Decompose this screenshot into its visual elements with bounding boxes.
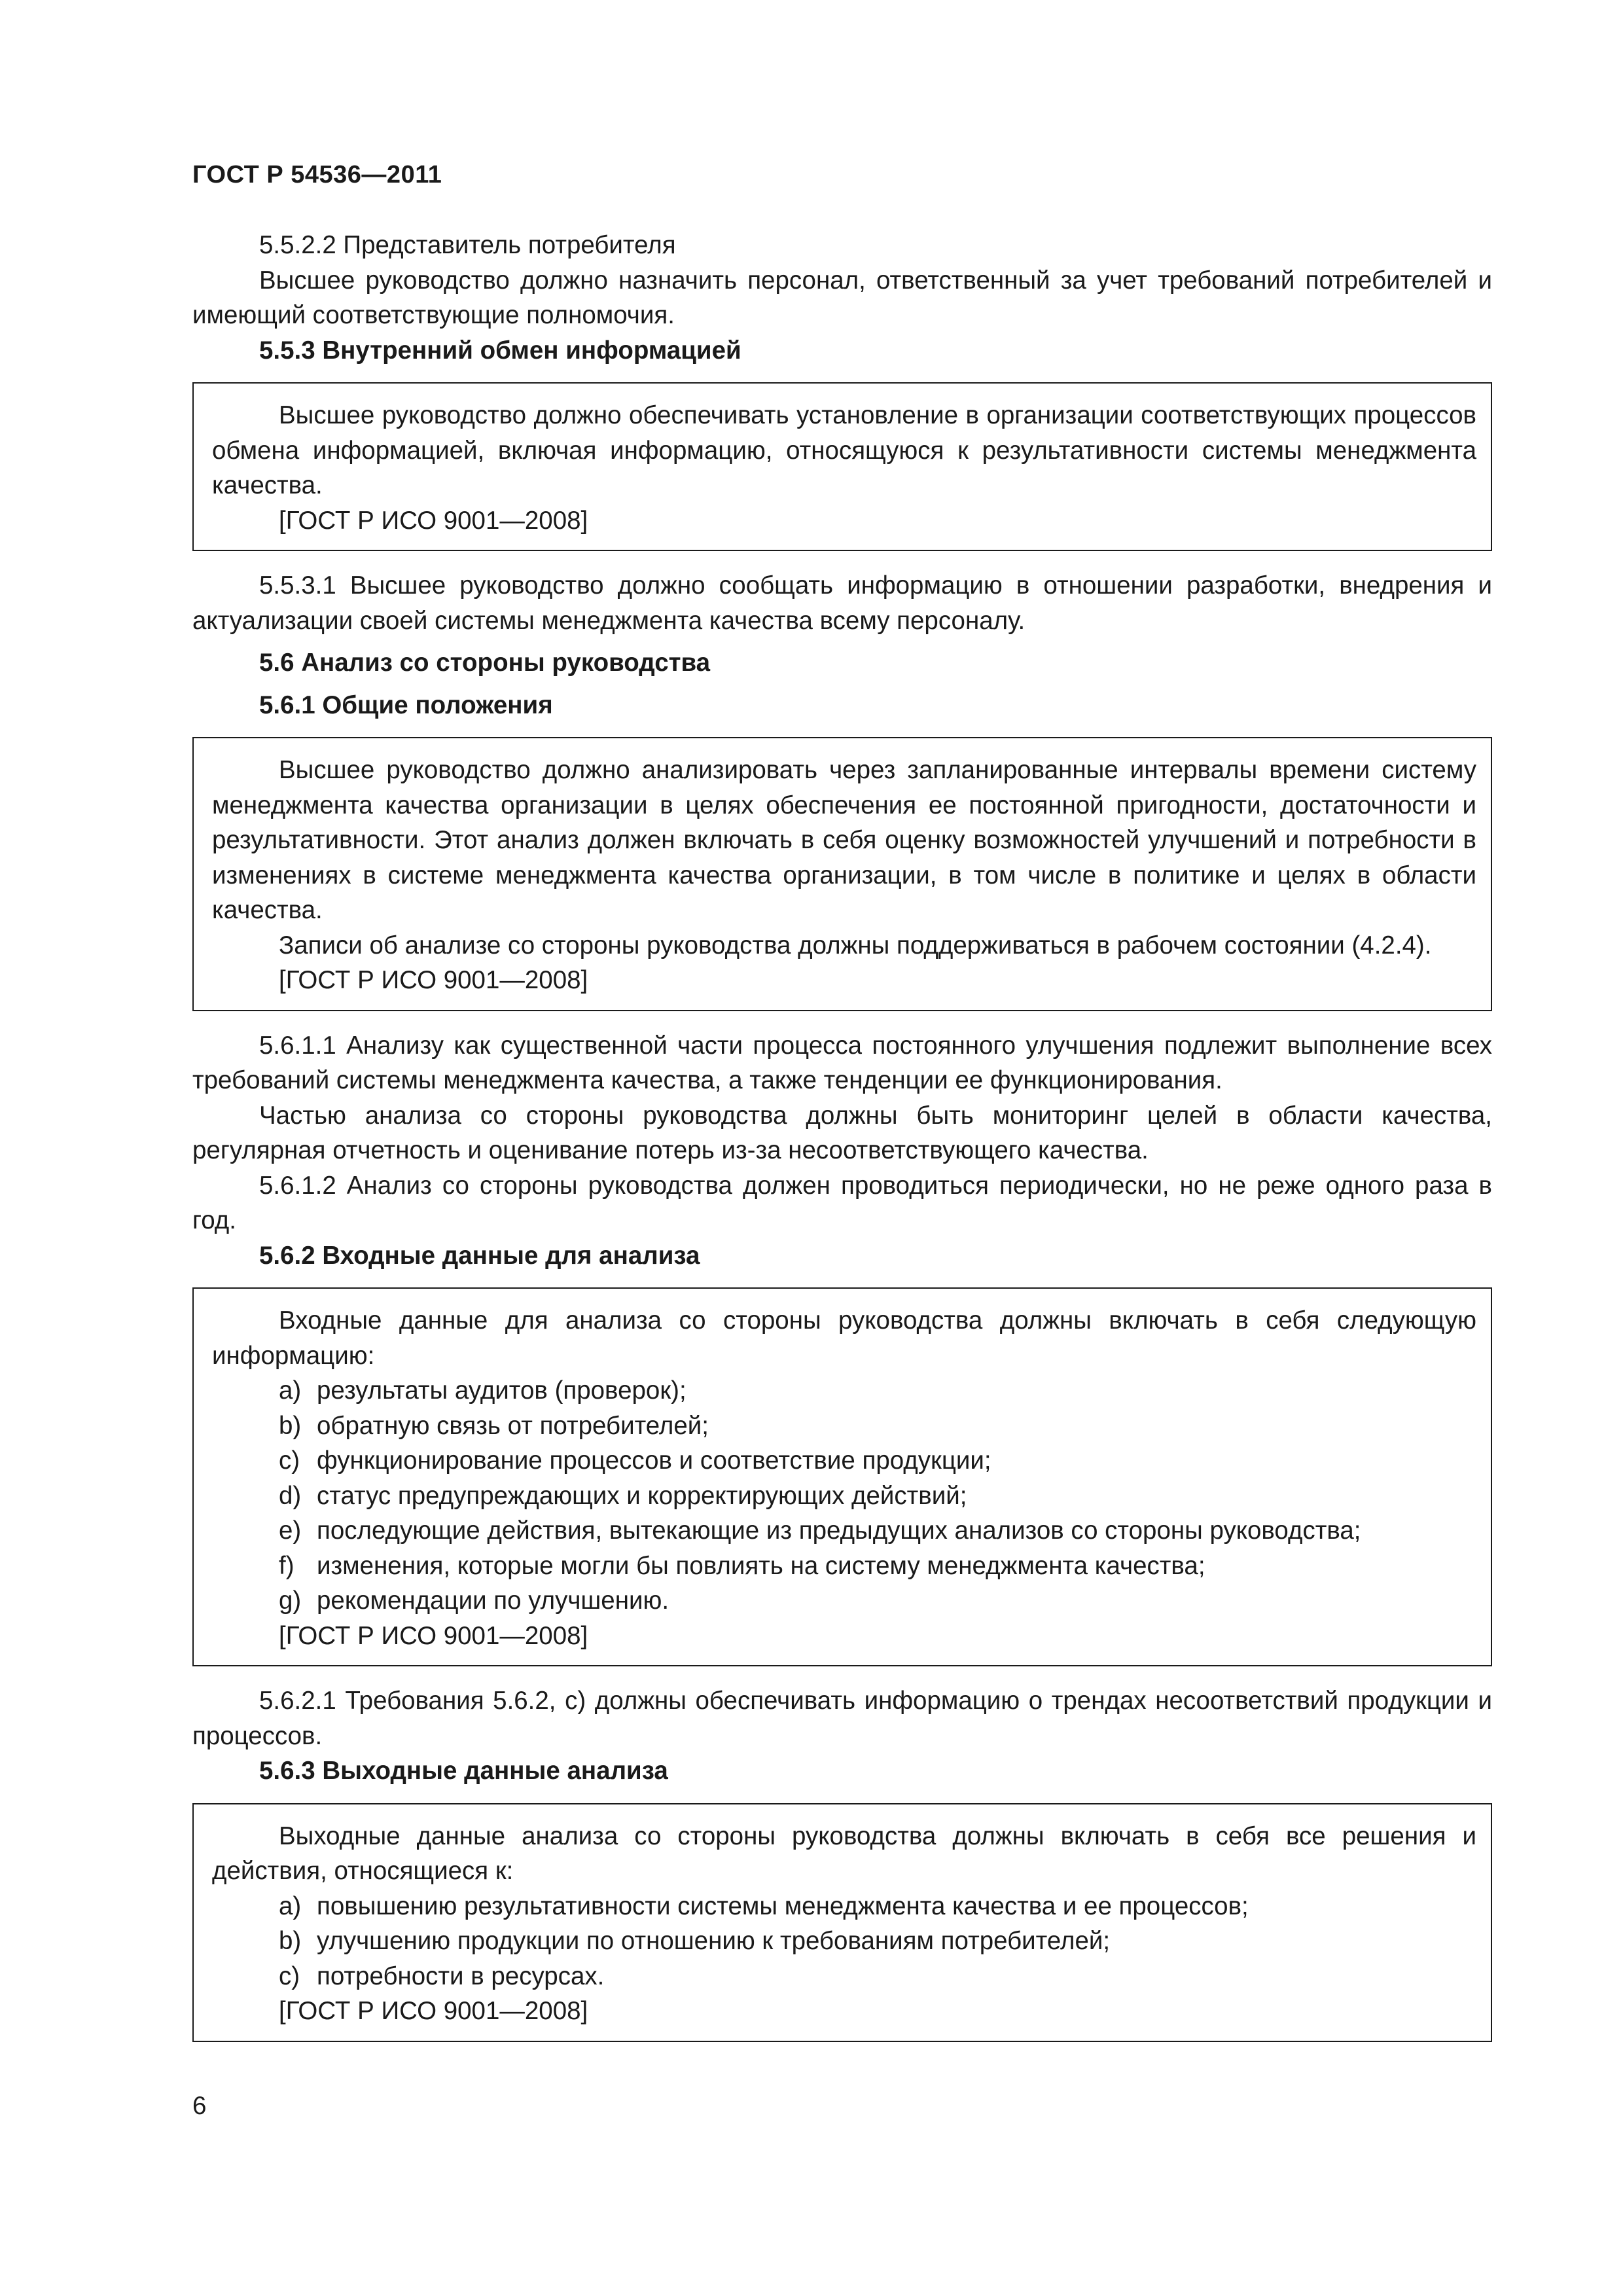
clause-5531-text: 5.5.3.1 Высшее руководство должно сообщать информацию в отношении разработки, внедрения и актуализации своей системы менеджмента качества всему персоналу. (192, 571, 1492, 635)
list-item: g) рекомендации по улучшению. (279, 1587, 669, 1615)
quote-561-text-1: Высшее руководство должно анализировать через запланированные интервалы времени систему менеджмента качества организации в целях обеспечения ее постоянной пригодности, достаточности и результативности. Этот анализ должен включать в себя оценку возможностей улучшений и потребности в изменениях в системе менеджмента качества организации, в том числе в политике и целях в области качества. (212, 756, 1476, 924)
quote-562-reference: [ГОСТ Р ИСО 9001—2008] (279, 1621, 588, 1650)
quote-562-list (212, 1373, 1476, 1619)
clause-5522-title: 5.5.2.2 Представитель потребителя (259, 231, 676, 259)
quote-561-text-2: Записи об анализе со стороны руководства должны поддерживаться в рабочем состоянии (4.2.4). (279, 931, 1432, 960)
clause-5522-text: Высшее руководство должно назначить персонал, ответственный за учет требований потребителей и имеющий соответствующие полномочия. (192, 266, 1492, 329)
list-item: d) статус предупреждающих и корректирующих действий; (279, 1481, 967, 1510)
page-content (192, 228, 1492, 2059)
quote-box-562 (192, 1287, 1492, 1666)
clause-5621-text: 5.6.2.1 Требования 5.6.2, с) должны обеспечивать информацию о трендах несоответствий продукции и процессов. (192, 1687, 1492, 1750)
quote-box-553 (192, 382, 1492, 551)
list-item: c) потребности в ресурсах. (279, 1962, 605, 1990)
clause-5611-text: 5.6.1.1 Анализу как существенной части процесса постоянного улучшения подлежит выполнение всех требований системы менеджмента качества, а также тенденции ее функционирования. (192, 1031, 1492, 1094)
list-item: b) обратную связь от потребителей; (279, 1411, 709, 1440)
standard-code-header: ГОСТ Р 54536—2011 (192, 161, 442, 188)
quote-563-intro: Выходные данные анализа со стороны руководства должны включать в себя все решения и действия, относящиеся к: (212, 1821, 1476, 1885)
quote-box-561 (192, 737, 1492, 1011)
quote-box-563 (192, 1803, 1492, 2042)
clause-561-part-text: Частью анализа со стороны руководства должны быть мониторинг целей в области качества, регулярная отчетность и оценивание потерь из-за несоответствующего качества. (192, 1101, 1492, 1164)
quote-553-reference: [ГОСТ Р ИСО 9001—2008] (279, 506, 588, 535)
heading-56: 5.6 Анализ со стороны руководства (259, 649, 711, 677)
quote-563-reference: [ГОСТ Р ИСО 9001—2008] (279, 1997, 588, 2025)
list-item: f) изменения, которые могли бы повлиять на систему менеджмента качества; (279, 1551, 1205, 1580)
heading-561: 5.6.1 Общие положения (259, 691, 553, 719)
list-item: b) улучшению продукции по отношению к требованиям потребителей; (279, 1927, 1111, 1955)
clause-5612-text: 5.6.1.2 Анализ со стороны руководства должен проводиться периодически, но не реже одного раза в год. (192, 1171, 1492, 1234)
quote-563-list (212, 1889, 1476, 1994)
quote-561-reference: [ГОСТ Р ИСО 9001—2008] (279, 966, 588, 994)
quote-562-intro: Входные данные для анализа со стороны руководства должны включать в себя следующую информацию: (212, 1306, 1476, 1370)
heading-563: 5.6.3 Выходные данные анализа (259, 1757, 668, 1785)
list-item: e) последующие действия, вытекающие из предыдущих анализов со стороны руководства; (279, 1516, 1361, 1545)
page-number: 6 (192, 2092, 207, 2120)
quote-553-text: Высшее руководство должно обеспечивать установление в организации соответствующих процессов обмена информацией, включая информацию, относящуюся к результативности системы менеджмента качества. (212, 401, 1476, 499)
list-item: a) повышению результативности системы менеджмента качества и ее процессов; (279, 1892, 1249, 1920)
heading-553: 5.5.3 Внутренний обмен информацией (259, 336, 741, 365)
list-item: a) результаты аудитов (проверок); (279, 1376, 687, 1405)
heading-562: 5.6.2 Входные данные для анализа (259, 1241, 700, 1270)
list-item: c) функционирование процессов и соответствие продукции; (279, 1446, 991, 1475)
